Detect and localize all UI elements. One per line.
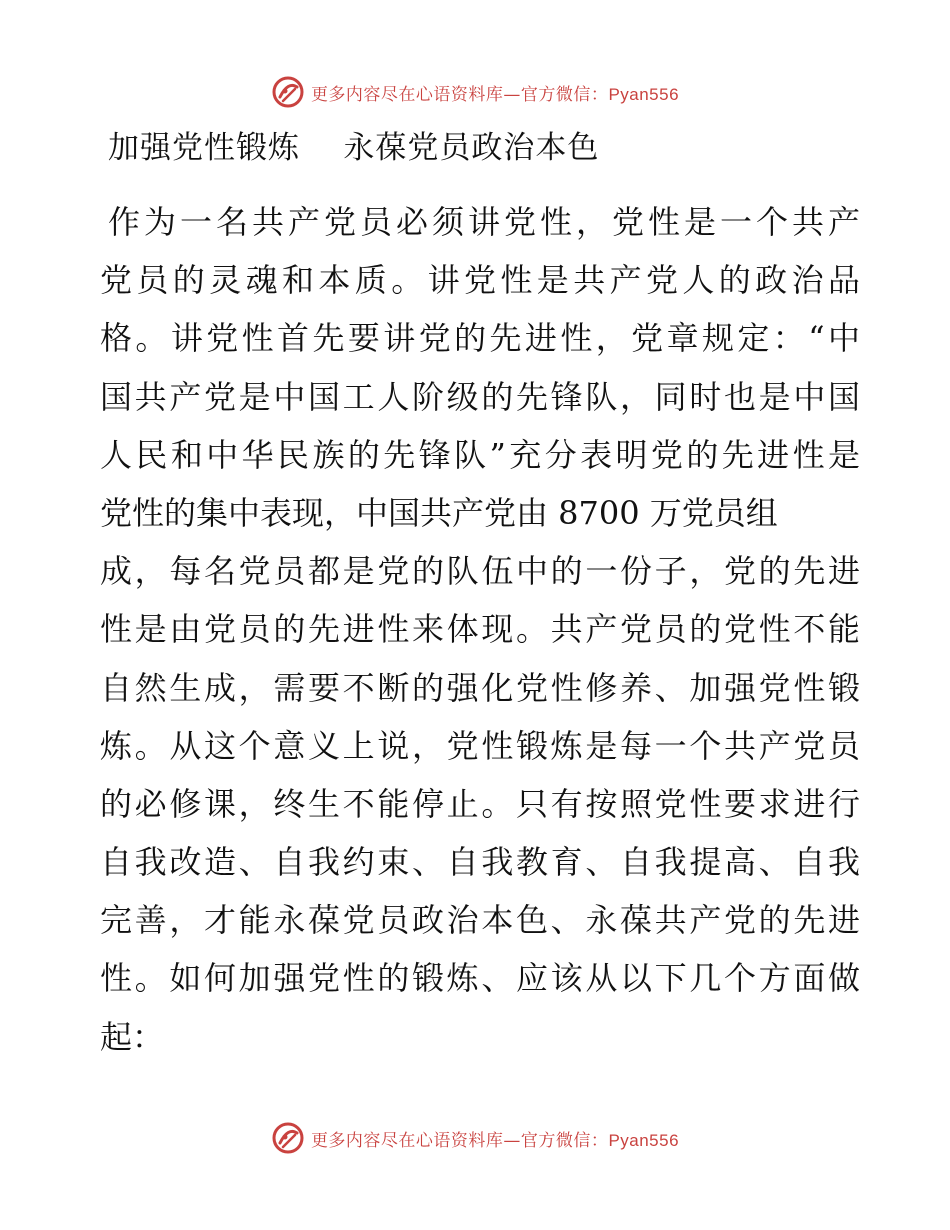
body-line: 起： [100,1017,165,1056]
document-body [100,193,860,1066]
watermark-wechat-id: Pyan556 [608,84,680,104]
body-line: 完善，才能永葆党员政治本色、永葆共产党的先进 [100,901,860,940]
watermark-wechat-id: Pyan556 [608,1130,680,1150]
watermark-text: 更多内容尽在心语资料库—官方微信：Pyan556 [310,1130,680,1151]
body-line: 国共产党是中国工人阶级的先锋队，同时也是中国 [100,377,860,416]
body-line: 党性的集中表现，中国共产党由 8700 万党员组 [100,493,778,532]
footer-watermark [0,1118,950,1158]
body-line: 性。如何加强党性的锻炼、应该从以下几个方面做 [100,959,860,998]
body-line: 党员的灵魂和本质。讲党性是共产党人的政治品 [100,261,860,300]
seal-logo-icon [271,1121,305,1155]
body-line: 自然生成，需要不断的强化党性修养、加强党性锻 [100,668,860,707]
body-line: 人民和中华民族的先锋队”充分表明党的先进性是 [100,435,860,474]
body-line: 成，每名党员都是党的队伍中的一份子，党的先进 [100,552,860,591]
document-title: 加强党性锻炼 永葆党员政治本色 [108,130,600,166]
body-line: 格。讲党性首先要讲党的先进性，党章规定：“中 [100,319,860,358]
body-line: 性是由党员的先进性来体现。共产党员的党性不能 [100,610,860,649]
body-line: 的必修课，终生不能停止。只有按照党性要求进行 [100,784,860,823]
body-line: 作为一名共产党员必须讲党性，党性是一个共产 [108,203,860,241]
body-line: 炼。从这个意义上说，党性锻炼是每一个共产党员 [100,726,860,765]
body-line: 自我改造、自我约束、自我教育、自我提高、自我 [100,843,860,882]
header-watermark [0,72,950,112]
watermark-text: 更多内容尽在心语资料库—官方微信：Pyan556 [310,84,680,105]
seal-logo-icon [271,75,305,109]
